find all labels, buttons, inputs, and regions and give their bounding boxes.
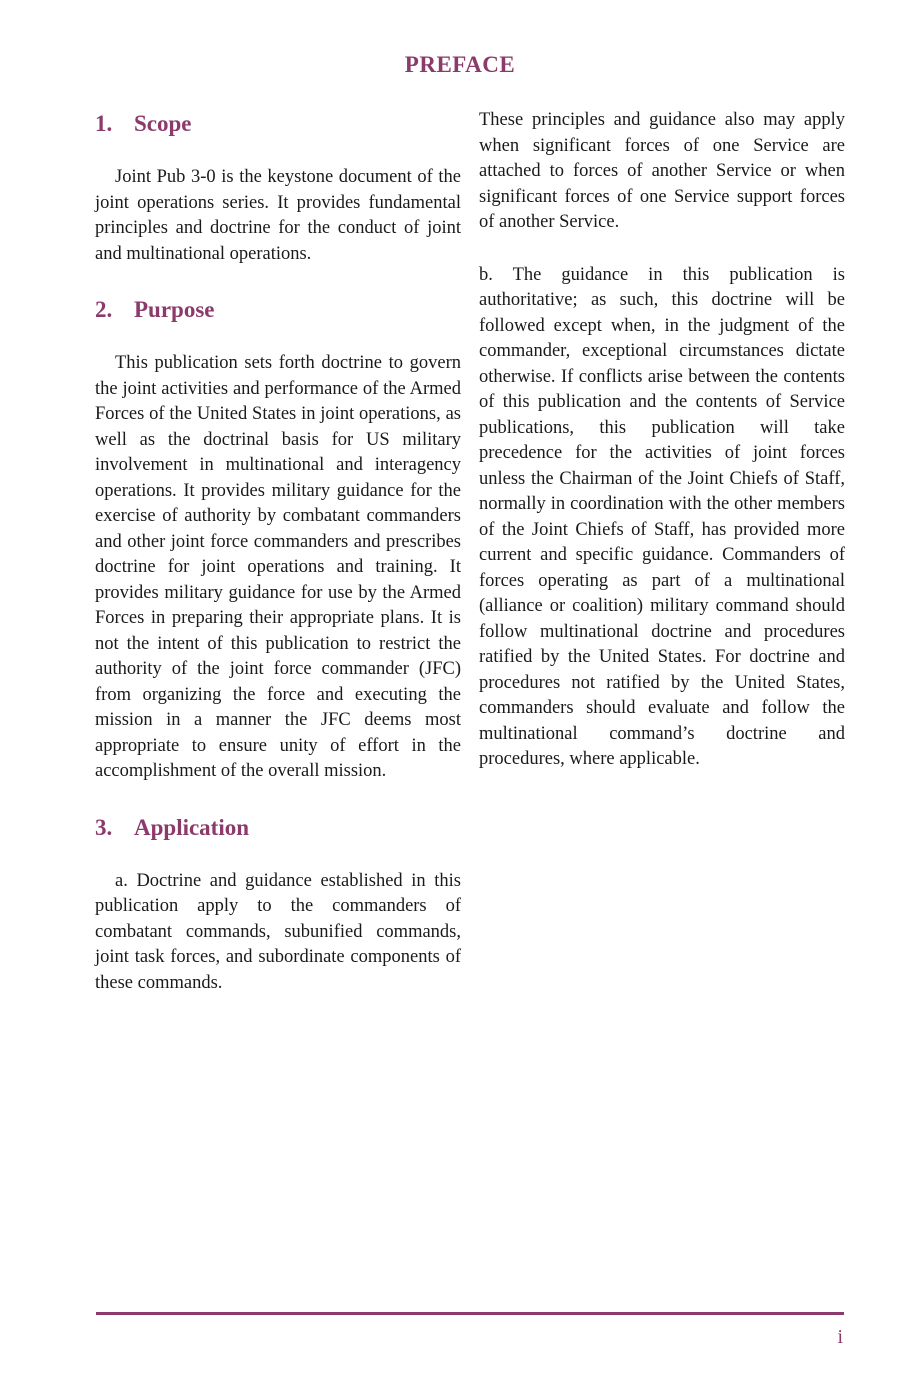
section-heading-purpose [95,294,461,326]
section-heading-scope [95,108,461,140]
application-continuation: These principles and guidance also may apply when significant forces of one Service are attached to forces of another Service or when significant forces of one Service support forces of another Service. [479,110,845,232]
section-number: 2. [95,297,113,322]
section-title: Purpose [134,297,215,322]
page-title: PREFACE [404,52,516,77]
section-title: Scope [134,111,192,136]
right-column [479,108,845,800]
application-paragraph-a: a. Doctrine and guidance established in this publication apply to the commanders of combatant commands, subunified commands, joint task forces, and subordinate components of these commands. [95,870,461,993]
application-paragraph-b: b. The guidance in this publication is authoritative; as such, this doctrine will be followed except when, in the judgment of the commander, exceptional circumstances dictate otherwise. If conflicts arise between the contents of this publication and the contents of Service publications, this publication will take precedence for the activities of joint forces unless the Chairman of the Joint Chiefs of Staff, normally in coordination with the other members of the Joint Chiefs of Staff, has provided more current and specific guidance. Commanders of forces operating as part of a multinational (alliance or coalition) military command should follow multinational doctrine and procedures ratified by the United States. For doctrine and procedures not ratified by the United States, commanders should evaluate and follow the multinational command’s doctrine and procedures, where applicable. [479,264,845,769]
section-heading-application [95,812,461,844]
section-purpose [95,294,461,785]
footer-divider [96,1312,844,1315]
scope-paragraph: Joint Pub 3-0 is the keystone document of the joint operations series. It provides fundamental principles and doctrine for the conduct of joint and multinational operations. [95,167,461,264]
left-column [95,108,461,1023]
section-scope [95,108,461,267]
purpose-paragraph: This publication sets forth doctrine to govern the joint activities and performance of the Armed Forces of the United States in joint operations, as well as the doctrinal basis for US military involvement in multinational and interagency operations. It provides military guidance for the exercise of authority by combatant commanders and other joint force commanders and prescribes doctrine for joint operations and training. It provides military guidance for use by the Armed Forces in preparing their appropriate plans. It is not the intent of this publication to restrict the authority of the joint force commander (JFC) from organizing the force and executing the mission in a manner the JFC deems most appropriate to ensure unity of effort in the accomplishment of the overall mission. [95,353,461,781]
page-number: i [837,1326,843,1348]
section-application [95,812,461,997]
section-number: 3. [95,814,113,840]
section-number: 1. [95,111,113,136]
section-title: Application [134,814,250,840]
